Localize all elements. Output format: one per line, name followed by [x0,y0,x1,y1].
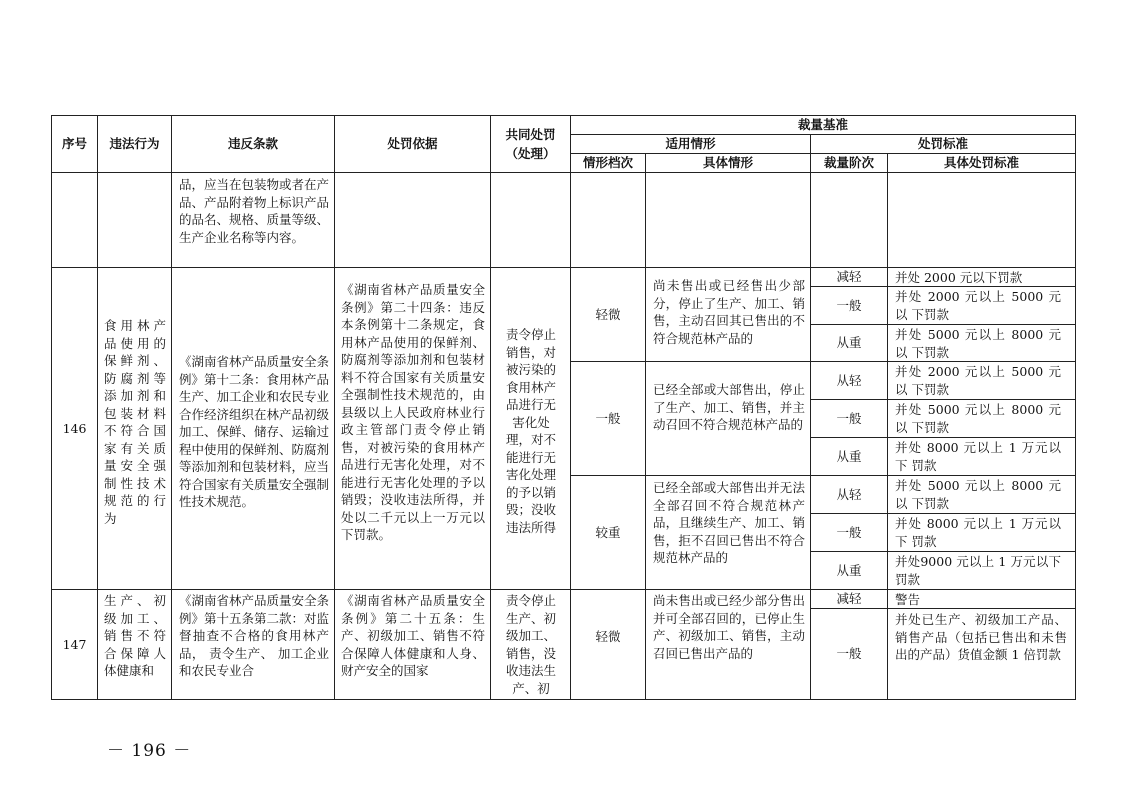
row146-penalty-1-2: 并处 2000 元以上 5000 元以 下罚款 [895,289,1061,322]
row147-tier-1: 减轻 [836,591,862,607]
row147-penalty-2: 并处已生产、初级加工产品、销售产品（包括已售出和未售出的产品）货值金额 1 倍罚款 [895,612,1067,662]
row146-penalty-2-2: 并处 5000 元以上 8000 元以 下罚款 [895,402,1061,435]
header-penalty: 具体处罚标准 [943,155,1019,171]
header-clause: 违反条款 [227,136,278,152]
row146-tier-2-1: 从轻 [836,372,862,388]
header-applicable: 适用情形 [665,136,716,152]
row147-basis: 《湖南省林产品质量安全条例》第二十五条：生产、初级加工、销售不符合保障人体健康和人身、财产安全的国家 [341,593,485,678]
row146-behavior: 食用林产品使用的保鲜剂、防腐剂等添加剂和包装材料不符合国家有关质量安全强制性技术规范的行为 [104,318,166,526]
header-situation: 具体情形 [702,155,753,171]
row147-common: 责令停止生产、初级加工、销售，没收违法生产、初 [505,593,556,696]
row146-situation-2: 已经全部或大部售出，停止了生产、加工、销售，并主动召回不符合规范林产品的 [653,382,805,432]
row146-penalty-2-1: 并处 2000 元以上 5000 元以 下罚款 [895,364,1061,397]
row146-level-3: 较重 [595,524,621,540]
row146-penalty-3-2: 并处 8000 元以上 1 万元以下 罚款 [895,516,1061,549]
row146-basis: 《湖南省林产品质量安全条例》第二十四条：违反本条例第十二条规定，食用林产品使用的保鲜剂、防腐剂等添加剂和包装材料不符合国家有关质量安全强制性技术规范的，由县级以上人民政府林业行政主管部门责令停止销售，对被污染的食用林产品进行无害化处理，对不能进行无害化处理的予以销毁；没收违法所得，并处以二千元以上一万元以下罚款。 [341,282,485,542]
row146-tier-1-2: 一般 [836,297,862,313]
row147-penalty-1: 警告 [895,592,921,607]
header-behavior: 违法行为 [109,136,160,152]
row146-level-1: 轻微 [595,306,621,322]
row146-tier-2-3: 从重 [836,448,862,464]
row146-penalty-3-3: 并处9000 元以上 1 万元以下 罚款 [895,554,1061,587]
row146-level-2: 一般 [595,410,621,426]
row147-situation: 尚未售出或已经少部分售出并可全部召回的，已停止生产、初级加工、销售，主动召回已售出产品的 [653,593,805,661]
header-standard: 处罚标准 [917,136,968,152]
header-basis: 处罚依据 [387,136,438,152]
row146-penalty-1-1: 并处 2000 元以下罚款 [895,270,1023,285]
row146-tier-1-1: 减轻 [836,269,862,285]
row147-level: 轻微 [595,629,621,645]
row146-no: 146 [62,420,87,436]
row146-penalty-2-3: 并处 8000 元以上 1 万元以下 罚款 [895,440,1061,473]
continued-clause: 品，应当在包装物或者在产品、产品附着物上标识产品的品名、规格、质量等级、生产企业名称等内容。 [179,177,330,245]
row147-behavior: 生产、初级加工、销售不符合保障人体健康和 [104,593,166,678]
row146-tier-2-2: 一般 [836,410,862,426]
row147-tier-2: 一般 [836,646,862,662]
row146-common: 责令停止销售，对被污染的食用林产品进行无害化处理，对不能进行无害化处理的予以销毁；没收违法所得 [505,327,556,535]
row146-penalty-1-3: 并处 5000 元以上 8000 元以 下罚款 [895,327,1061,360]
row146-tier-3-2: 一般 [836,524,862,540]
header-tier: 裁量阶次 [823,155,874,171]
row147-clause: 《湖南省林产品质量安全条例》第十五条第二款：对监督抽查不合格的食用林产品， 责令生产、 加工企业和农民专业合 [179,593,330,678]
header-no: 序号 [61,136,87,152]
row146-tier-1-3: 从重 [836,335,862,351]
row146-situation-1: 尚未售出或已经售出少部分，停止了生产、加工、销售，主动召回其已售出的不符合规范林产品的 [653,278,805,346]
row146-penalty-3-1: 并处 5000 元以上 8000 元以 下罚款 [895,478,1061,511]
row146-tier-3-1: 从轻 [836,486,862,502]
page-number: － 196 － [107,741,192,761]
row147-no: 147 [62,636,87,652]
row146-tier-3-3: 从重 [836,562,862,578]
header-discretion: 裁量基准 [797,117,848,133]
header-common: 共同处罚 （处理） [505,127,556,161]
row146-clause: 《湖南省林产品质量安全条例》第十二条：食用林产品生产、加工企业和农民专业合作经济组织在林产品初级加工、保鲜、储存、运输过程中使用的保鲜剂、防腐剂等添加剂和包装材料，应当符合国家有关质量安全强制性技术规范。 [179,354,330,509]
header-level: 情形档次 [582,155,633,171]
row146-situation-3: 已经全部或大部售出并无法全部召回不符合规范林产品，且继续生产、加工、销售，拒不召回已售出不符合规范林产品的 [653,480,805,565]
